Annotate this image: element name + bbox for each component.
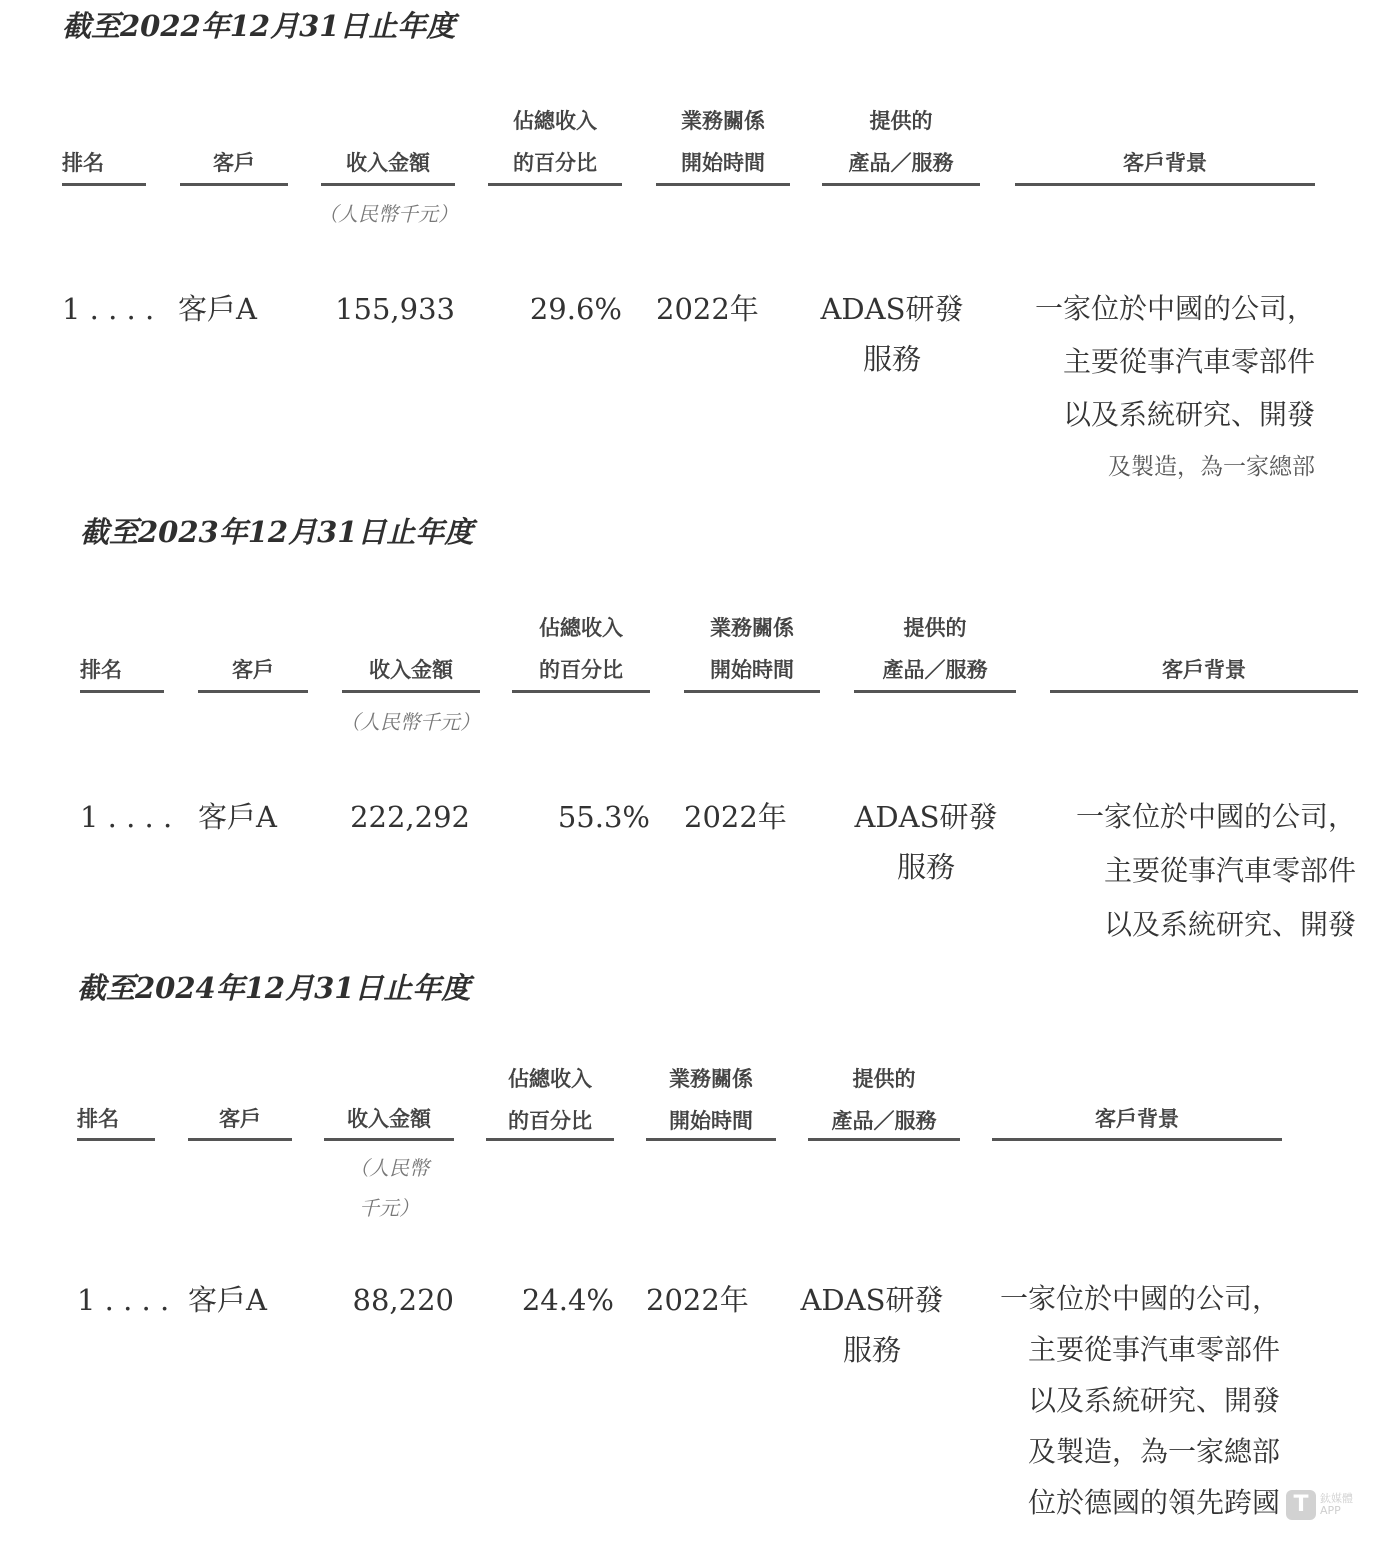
section-title: 截至2023年12月31日止年度 xyxy=(80,515,474,549)
header-rule xyxy=(992,1138,1282,1141)
header-rule xyxy=(822,183,980,186)
header-rule xyxy=(512,690,650,693)
header-rule xyxy=(342,690,480,693)
since-value: 2022年 xyxy=(684,800,787,834)
watermark-text: 鈦媒體 APP xyxy=(1320,1492,1353,1517)
percentage-value: 55.3% xyxy=(557,800,650,834)
header-background: 客戶背景 xyxy=(1095,1106,1179,1131)
header-percentage: 佔總收入 的百分比 xyxy=(508,1066,592,1133)
header-rule xyxy=(80,690,164,693)
since-value: 2022年 xyxy=(646,1283,749,1317)
background-value: 一家位於中國的公司， 主要從事汽車零部件 以及系統研究、開發 及製造，為一家總部 xyxy=(1034,292,1315,480)
header-relationship-start: 業務關係 開始時間 xyxy=(669,1066,753,1133)
header-products: 提供的 產品／服務 xyxy=(831,1066,937,1133)
header-rule xyxy=(656,183,790,186)
since-value: 2022年 xyxy=(656,292,759,326)
header-rule xyxy=(646,1138,776,1141)
revenue-value: 222,292 xyxy=(350,800,470,834)
logo-icon: T xyxy=(1286,1490,1316,1520)
header-rank: 排名 xyxy=(80,657,122,682)
header-rule xyxy=(180,183,288,186)
header-revenue: 收入金額 xyxy=(346,150,430,175)
percentage-value: 29.6% xyxy=(529,292,622,326)
product-value: ADAS研發 服務 xyxy=(820,292,964,376)
header-products: 提供的 產品／服務 xyxy=(882,615,988,682)
header-customer: 客戶 xyxy=(213,150,255,175)
customer-value: 客戶A xyxy=(188,1283,267,1317)
header-rule xyxy=(1050,690,1358,693)
header-percentage: 佔總收入 的百分比 xyxy=(539,615,623,682)
background-value: 一家位於中國的公司， 主要從事汽車零部件 以及系統研究、開發 及製造，為一家總部 位於德國的領先跨國 xyxy=(999,1282,1280,1519)
header-background: 客戶背景 xyxy=(1123,150,1207,175)
header-revenue: 收入金額 xyxy=(369,657,453,682)
header-rule xyxy=(198,690,308,693)
section-title: 截至2024年12月31日止年度 xyxy=(77,971,471,1005)
percentage-value: 24.4% xyxy=(521,1283,614,1317)
header-rank: 排名 xyxy=(77,1106,119,1131)
header-rule xyxy=(62,183,146,186)
rank-value: 1 . . . . xyxy=(62,292,155,326)
header-revenue: 收入金額 xyxy=(347,1106,431,1131)
header-rule xyxy=(488,183,622,186)
header-rule xyxy=(854,690,1016,693)
customer-value: 客戶A xyxy=(178,292,257,326)
rank-value: 1 . . . . xyxy=(77,1283,170,1317)
rank-value: 1 . . . . xyxy=(80,800,173,834)
header-rule xyxy=(324,1138,454,1141)
header-rule xyxy=(321,183,455,186)
header-relationship-start: 業務關係 開始時間 xyxy=(681,108,765,175)
header-rule xyxy=(1015,183,1315,186)
header-products: 提供的 產品／服務 xyxy=(848,108,954,175)
section-title: 截至2022年12月31日止年度 xyxy=(62,9,456,43)
product-value: ADAS研發 服務 xyxy=(854,800,998,884)
header-customer: 客戶 xyxy=(219,1106,261,1131)
customer-value: 客戶A xyxy=(198,800,277,834)
watermark-logo xyxy=(1286,1490,1366,1526)
header-rule xyxy=(77,1138,155,1141)
unit-label: （人民幣千元） xyxy=(340,710,480,734)
header-relationship-start: 業務關係 開始時間 xyxy=(710,615,794,682)
revenue-value: 88,220 xyxy=(352,1283,454,1317)
header-rule xyxy=(188,1138,292,1141)
product-value: ADAS研發 服務 xyxy=(800,1283,944,1367)
header-rule xyxy=(808,1138,960,1141)
header-background: 客戶背景 xyxy=(1162,657,1246,682)
header-rank: 排名 xyxy=(62,150,104,175)
header-rule xyxy=(486,1138,614,1141)
header-customer: 客戶 xyxy=(232,657,274,682)
revenue-value: 155,933 xyxy=(335,292,455,326)
background-value: 一家位於中國的公司， 主要從事汽車零部件 以及系統研究、開發 xyxy=(1075,800,1356,941)
unit-label: （人民幣 千元） xyxy=(349,1156,429,1220)
header-percentage: 佔總收入 的百分比 xyxy=(513,108,597,175)
unit-label: （人民幣千元） xyxy=(318,202,458,226)
header-rule xyxy=(684,690,820,693)
